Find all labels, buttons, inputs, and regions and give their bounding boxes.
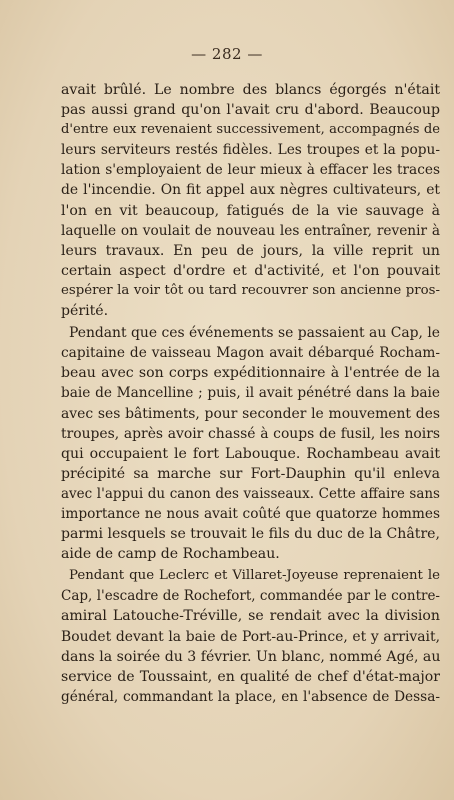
text-line: troupes, après avoir chassé à coups de fusil, les noirs <box>61 425 440 442</box>
text-line: avec ses bâtiments, pour seconder le mouvement des <box>61 405 440 422</box>
text-line: espérer la voir tôt ou tard recouvrer son ancienne pros- <box>61 282 440 298</box>
text-line: certain aspect d'ordre et d'activité, et l'on pouvait <box>61 262 440 279</box>
text-line: Boudet devant la baie de Port-au-Prince, et y arrivait, <box>61 628 440 645</box>
text-line: laquelle on voulait de nouveau les entraîner, revenir à <box>61 222 440 239</box>
text-line: parmi lesquels se trouvait le fils du duc de la Châtre, <box>61 526 441 543</box>
paragraph <box>61 323 440 564</box>
text-line: de l'incendie. On fit appel aux nègres cultivateurs, et <box>61 182 440 199</box>
text-line: général, commandant la place, en l'absence de Dessa- <box>61 688 440 705</box>
page-number: — 282 — <box>191 45 263 63</box>
text-line: périté. <box>61 303 109 320</box>
text-line: leurs serviteurs restés fidèles. Les troupes et la popu- <box>61 142 440 159</box>
text-line: Pendant que ces événements se passaient au Cap, le <box>69 325 440 342</box>
text-line: d'entre eux revenaient successivement, accompagnés de <box>61 122 440 138</box>
text-line: capitaine de vaisseau Magon avait débarqué Rocham- <box>61 345 440 362</box>
text-line: service de Toussaint, en qualité de chef d'état-major <box>61 668 440 685</box>
text-line: avec l'appui du canon des vaisseaux. Cette affaire sans <box>61 485 440 502</box>
body-text <box>61 80 440 707</box>
text-line: lation s'employaient de leur mieux à effacer les traces <box>61 162 440 179</box>
text-line: pas aussi grand qu'on l'avait cru d'abord. Beaucoup <box>61 102 440 119</box>
text-line: amiral Latouche-Tréville, se rendait avec la division <box>61 608 440 625</box>
text-line: Cap, l'escadre de Rochefort, commandée par le contre- <box>61 588 440 605</box>
text-line: aide de camp de Rochambeau. <box>61 546 280 563</box>
paragraph <box>61 80 440 321</box>
text-line: beau avec son corps expéditionnaire à l'entrée de la <box>61 365 440 382</box>
text-line: importance ne nous avait coûté que quatorze hommes <box>61 505 440 522</box>
text-line: leurs travaux. En peu de jours, la ville reprit un <box>61 242 440 259</box>
text-line: précipité sa marche sur Fort-Dauphin qu'il enleva <box>61 465 440 482</box>
text-line: qui occupaient le fort Labouque. Rochambeau avait <box>61 445 440 462</box>
text-line: Pendant que Leclerc et Villaret-Joyeuse reprenaient le <box>69 568 440 584</box>
paragraph <box>61 566 440 707</box>
text-line: avait brûlé. Le nombre des blancs égorgés n'était <box>61 82 440 98</box>
text-line: l'on en vit beaucoup, fatigués de la vie sauvage à <box>61 202 440 219</box>
text-line: baie de Mancelline ; puis, il avait pénétré dans la baie <box>61 385 440 402</box>
text-line: dans la soirée du 3 février. Un blanc, nommé Agé, au <box>61 648 441 665</box>
